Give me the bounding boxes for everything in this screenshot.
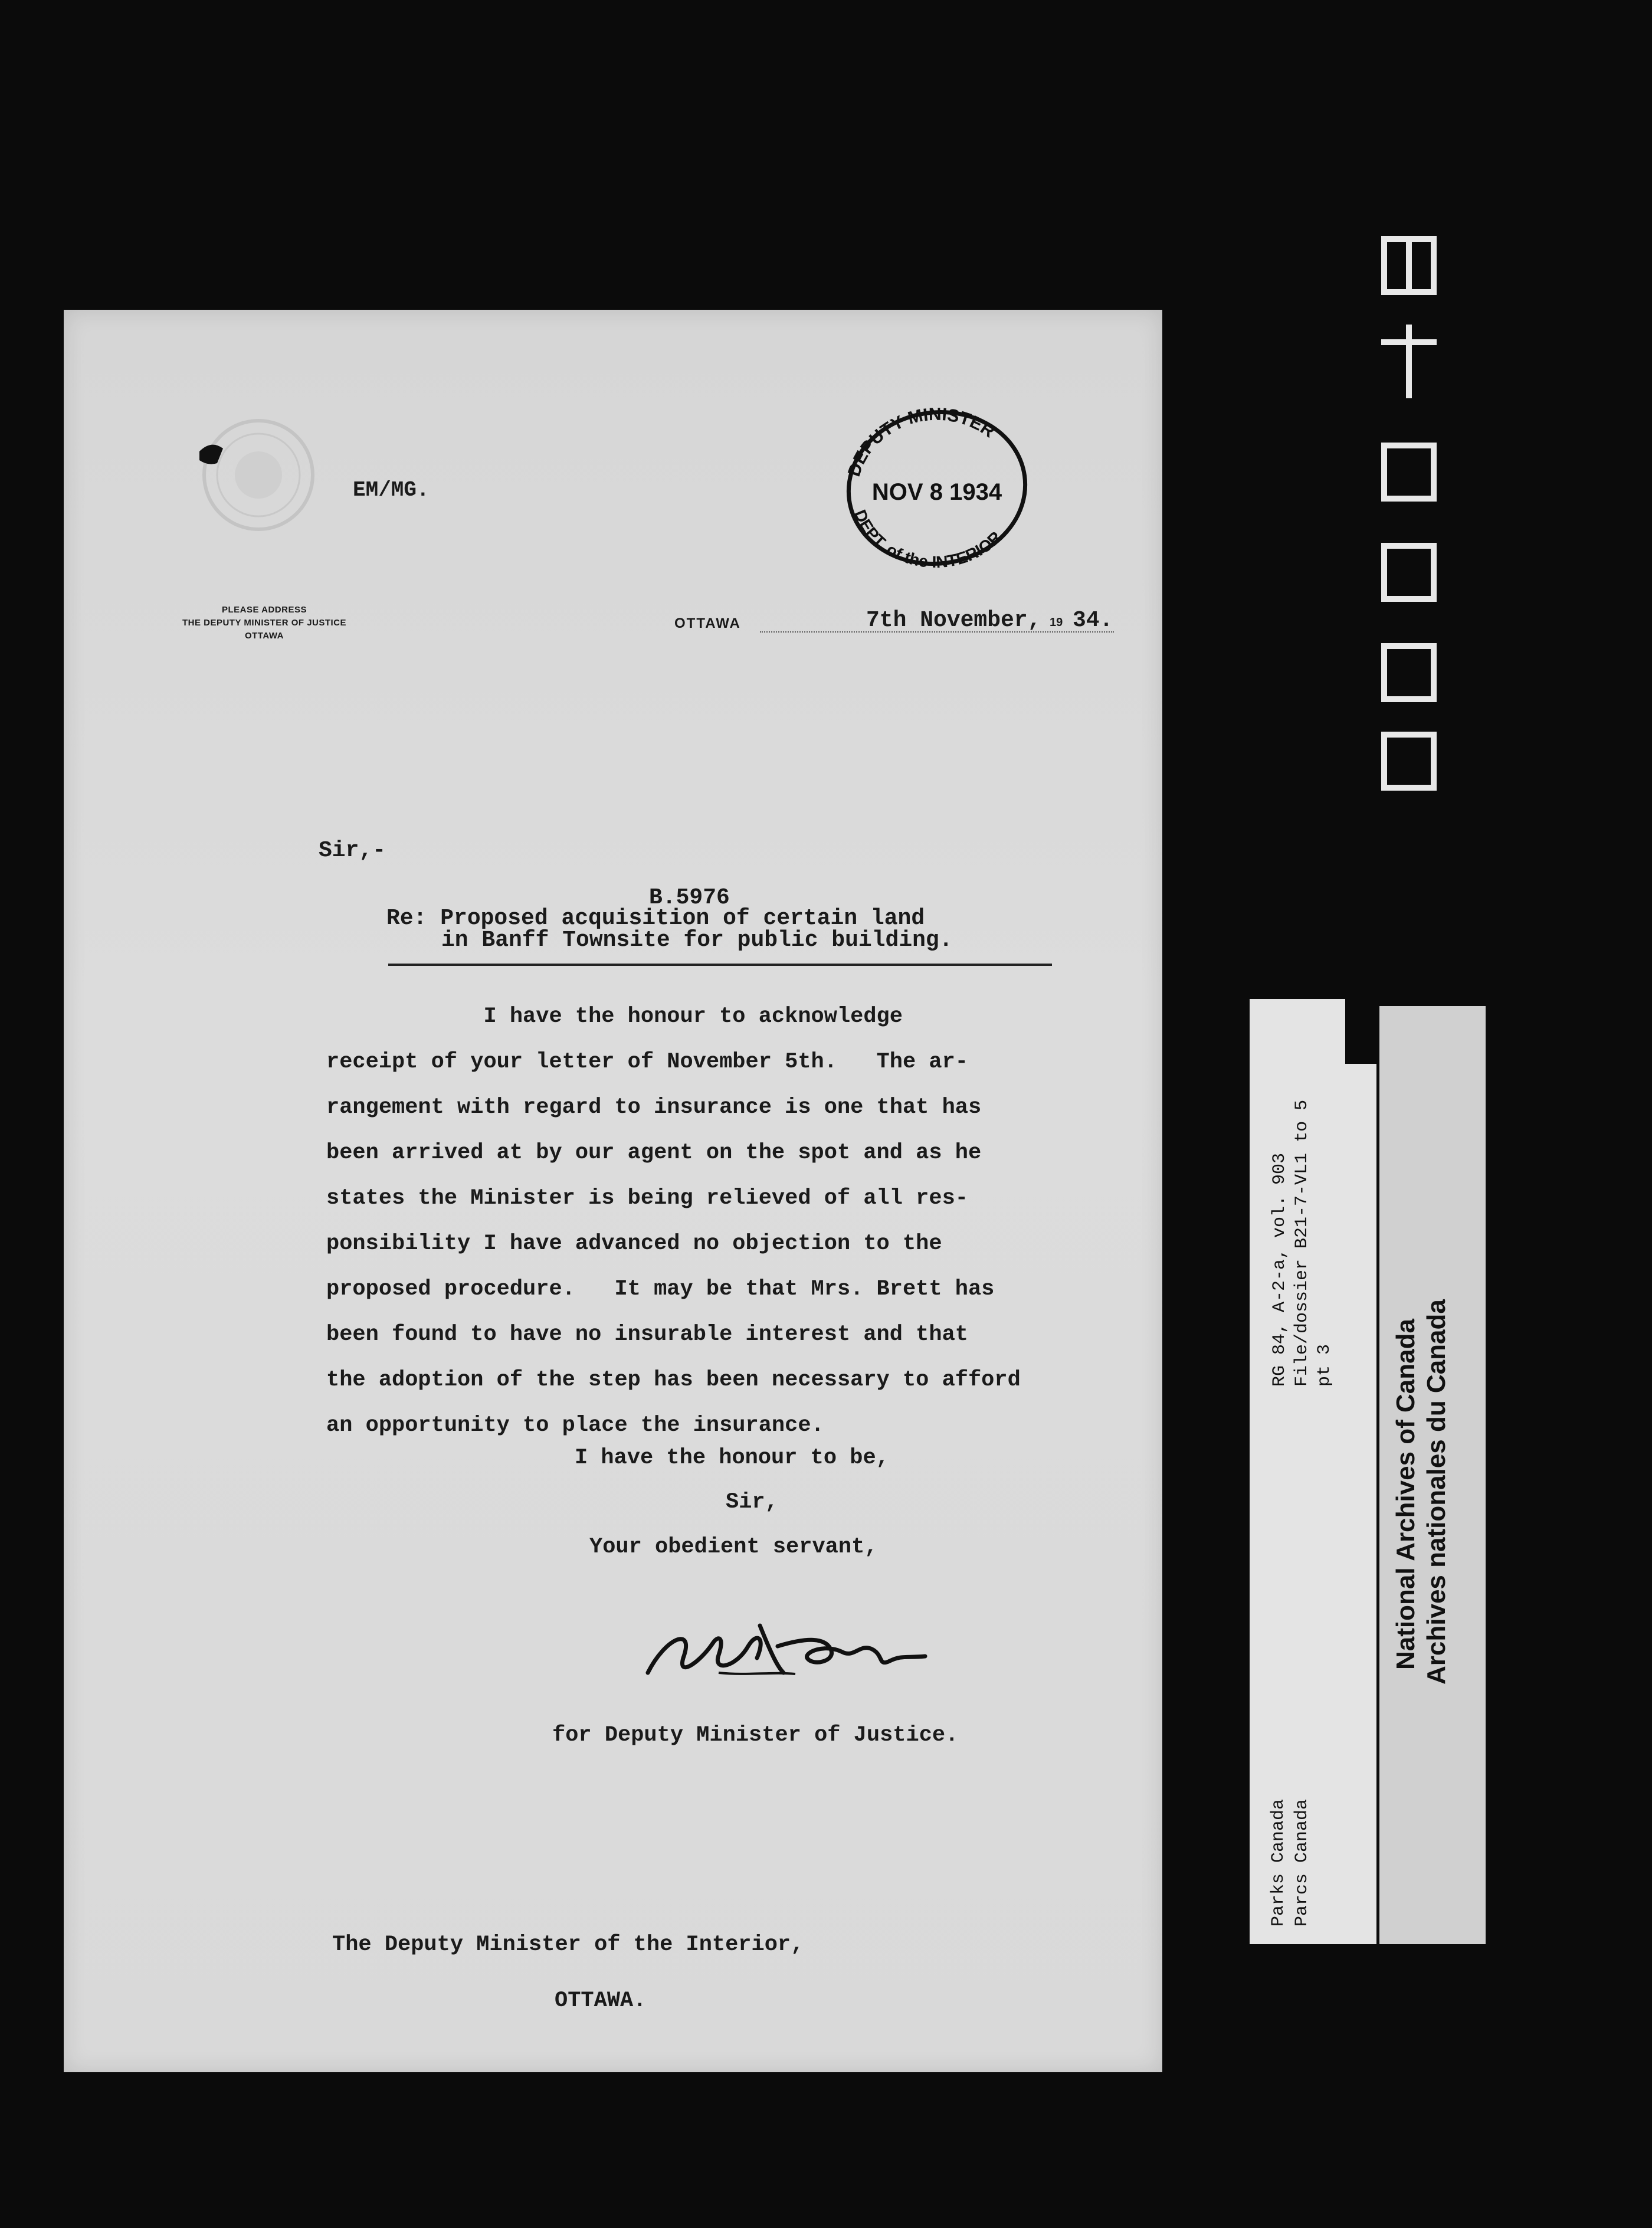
address-line: PLEASE ADDRESS xyxy=(222,605,307,615)
body-line: the adoption of the step has been necessary to afford xyxy=(326,1368,1021,1392)
svg-text:DEPT. of the INTERIOR xyxy=(851,507,1005,571)
stamp-date: NOV 8 1934 xyxy=(871,479,1002,505)
address-line: THE DEPUTY MINISTER OF JUSTICE xyxy=(182,618,347,628)
embossed-seal-icon xyxy=(199,416,317,534)
signed-for-line: for Deputy Minister of Justice. xyxy=(552,1723,959,1748)
body-line: rangement with regard to insurance is one that has xyxy=(326,1095,982,1120)
body-line: been found to have no insurable interest and that xyxy=(326,1322,968,1347)
frame-number xyxy=(1374,233,1444,794)
address-line: OTTAWA xyxy=(244,631,284,641)
letter-body xyxy=(326,994,1164,1449)
label-reference-line: File/dossier B21-7-VL1 to 5 xyxy=(1292,1099,1312,1387)
file-number: B.5976 xyxy=(649,885,730,910)
frame-digit-0 xyxy=(1384,735,1434,788)
frame-digit-4 xyxy=(1384,327,1434,395)
frame-digit-0 xyxy=(1384,445,1434,499)
closing-line: Sir, xyxy=(726,1490,778,1515)
body-line: receipt of your letter of November 5th. The ar- xyxy=(326,1050,968,1074)
dateline-year-prefix: 19 xyxy=(1050,616,1063,629)
stamp-top-text: DEPUTY MINISTER xyxy=(844,404,999,479)
dateline-date: 7th November, xyxy=(866,608,1041,633)
addressee-line: The Deputy Minister of the Interior, xyxy=(332,1932,804,1957)
label-archives-fr: Archives nationales du Canada xyxy=(1422,1299,1451,1685)
reference-initials: EM/MG. xyxy=(353,478,430,502)
subject-line: in Banff Townsite for public building. xyxy=(441,928,953,953)
frame-digit-0 xyxy=(1384,646,1434,699)
handwritten-signature xyxy=(630,1602,937,1696)
frame-digit-0 xyxy=(1384,546,1434,599)
label-reference-line: RG 84, A-2-a, vol. 903 xyxy=(1270,1152,1290,1387)
subject-underline xyxy=(388,964,1052,966)
label-parks-en: Parks Canada xyxy=(1268,1798,1289,1926)
frame-digit-8 xyxy=(1384,239,1434,292)
body-line: ponsibility I have advanced no objection to the xyxy=(326,1231,942,1256)
label-notch xyxy=(1345,999,1378,1064)
body-line: I have the honour to acknowledge xyxy=(326,1004,903,1029)
salutation: Sir,- xyxy=(319,838,386,863)
body-line: proposed procedure. It may be that Mrs. Brett has xyxy=(326,1277,995,1302)
label-reference-line: pt 3 xyxy=(1315,1344,1335,1387)
body-line: an opportunity to place the insurance. xyxy=(326,1413,824,1438)
letter-sheet xyxy=(64,310,1162,2072)
body-line: been arrived at by our agent on the spot and as he xyxy=(326,1141,982,1165)
dateline-place: OTTAWA xyxy=(674,615,741,631)
received-stamp xyxy=(825,394,1049,571)
closing-line: I have the honour to be, xyxy=(575,1446,889,1470)
label-archives-en: National Archives of Canada xyxy=(1391,1319,1420,1670)
stamp-bottom-text: DEPT. of the INTERIOR xyxy=(851,507,1005,571)
closing-line: Your obedient servant, xyxy=(589,1535,878,1559)
label-parks-fr: Parcs Canada xyxy=(1292,1798,1312,1926)
subject-line: Re: Proposed acquisition of certain land xyxy=(386,906,925,931)
body-line: states the Minister is being relieved of all res- xyxy=(326,1186,968,1211)
letterhead-address xyxy=(135,604,394,643)
addressee-city: OTTAWA. xyxy=(555,1988,647,2013)
dateline-year: 34. xyxy=(1073,608,1113,633)
svg-text:DEPUTY MINISTER xyxy=(844,405,998,479)
